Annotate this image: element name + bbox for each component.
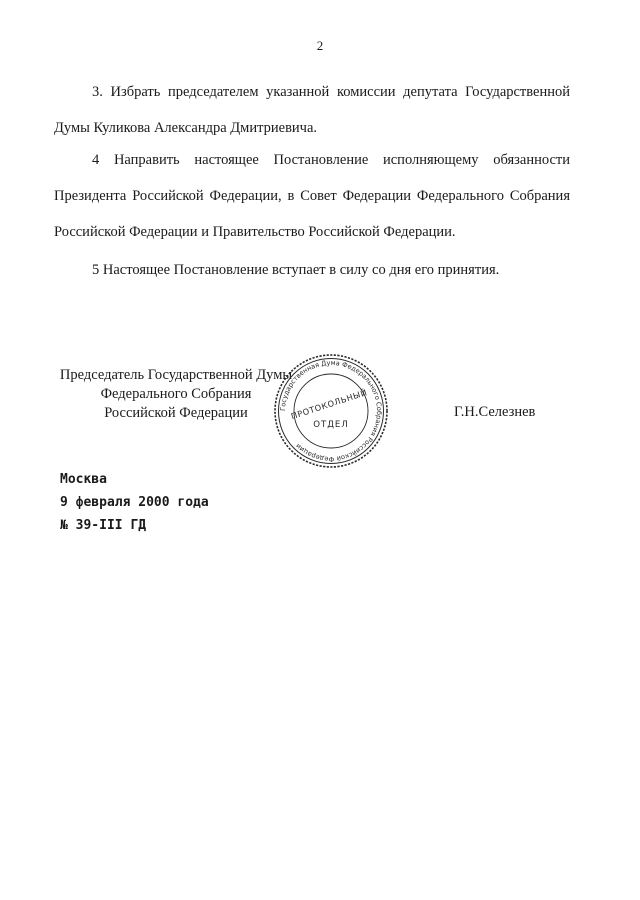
paragraph-3: 3. Избрать председателем указанной комиссии депутата Государственной Думы Куликова Александра Дмитриевича. [54,84,570,136]
stamp-ring-text: Государственная Дума Федерального Собрания Российской Федерации [278,358,384,464]
document-date: 9 февраля 2000 года [60,495,209,510]
paragraph-5: 5 Настоящее Постановление вступает в силу со дня его принятия. [92,262,500,278]
signatory-title-line-1: Председатель Государственной Думы [59,367,293,383]
document-footer [60,468,209,537]
document-number: № 39-III ГД [60,518,147,533]
signatory-title [56,366,296,423]
page-number: 2 [316,38,324,53]
signatory-title-line-2: Федерального Собрания [100,386,252,402]
stamp-otdel-text: ОТДЕЛ [313,420,349,430]
official-stamp [272,352,390,470]
city: Москва [60,472,107,487]
signatory-title-line-3: Российской Федерации [104,405,248,421]
signer-name: Г.Н.Селезнев [454,404,536,420]
stamp-department-text: ПРОТОКОЛЬНЫЙ [289,387,369,422]
paragraph-4: 4 Направить настоящее Постановление исполняющему обязанности Президента Российской Федерации, в Совет Федерации Федерального Собрания Российской Федерации и Правительство Российской Федерации. [54,152,570,240]
